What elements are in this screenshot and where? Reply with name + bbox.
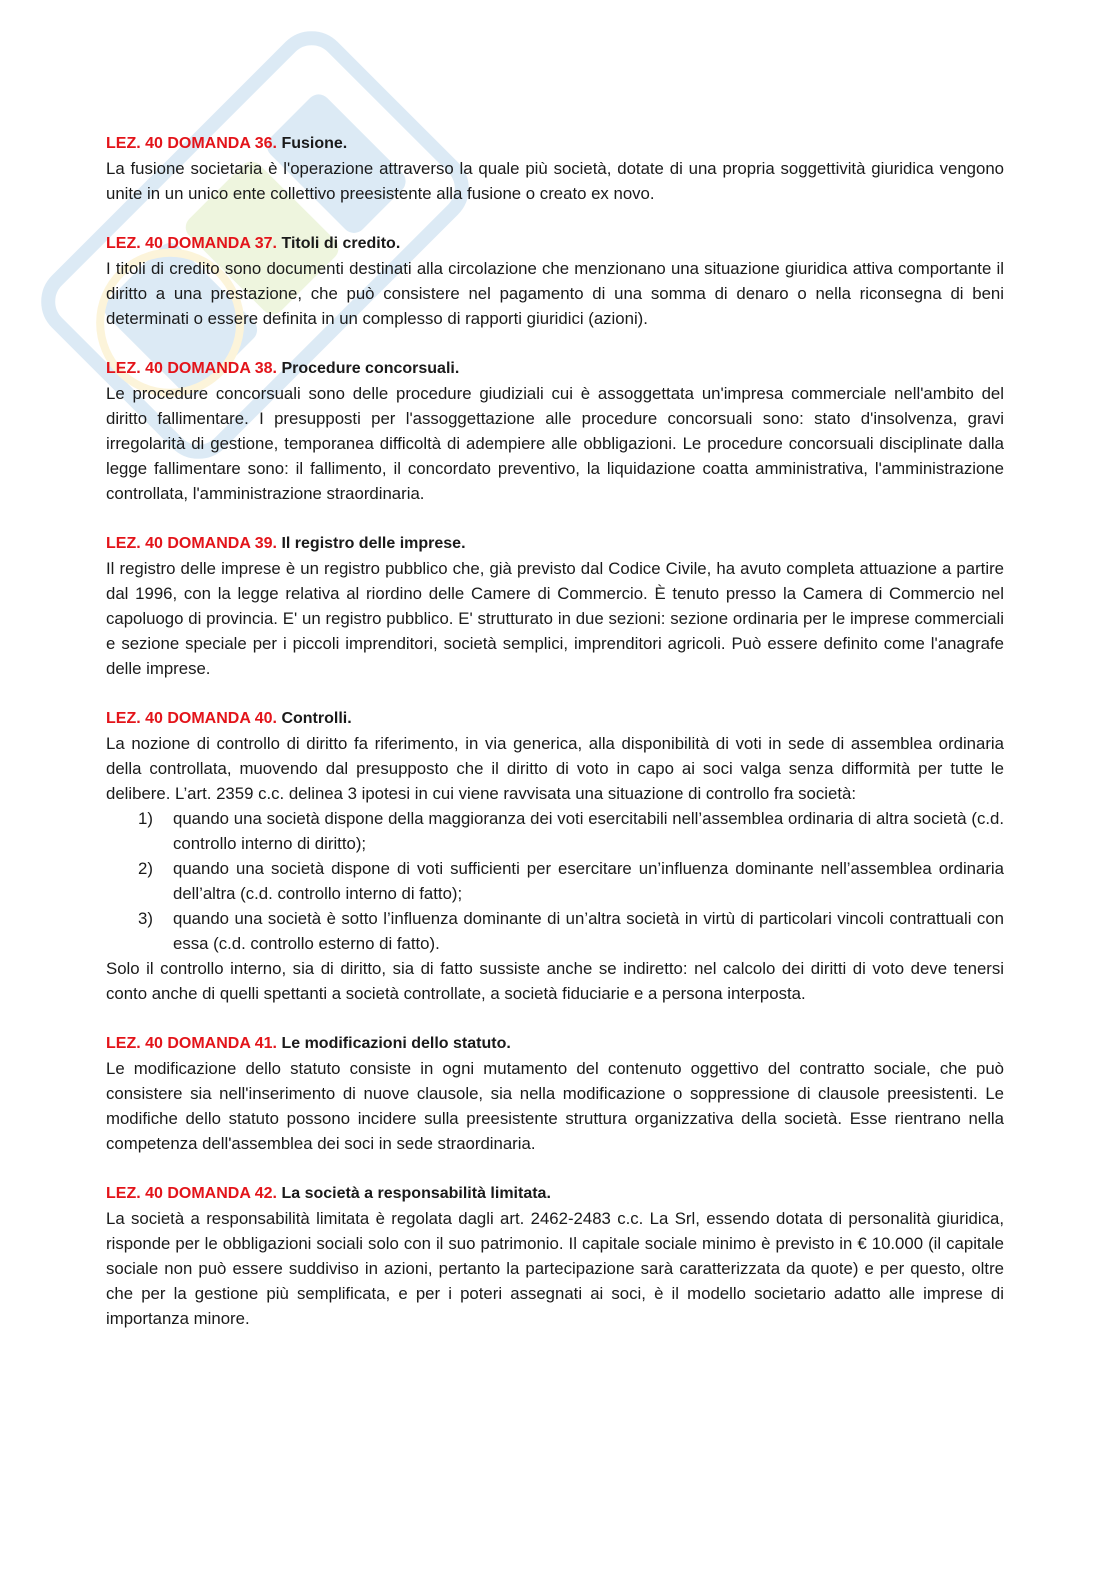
question-title: Fusione. — [281, 135, 348, 152]
answer-paragraph: La nozione di controllo di diritto fa riferimento, in via generica, alla disponibilità di voti in sede di assemblea ordinaria della controllata, muovendo dal presupposto che il diritto di voto in capo ai soci valga senza difformità per tutte le delibere. L’art. 2359 c.c. delinea 3 ipotesi in cui viene ravvisata una situazione di controllo fra società: — [106, 734, 1004, 803]
numbered-list — [106, 806, 1004, 956]
question-title: Controlli. — [281, 710, 352, 727]
list-item-text: quando una società dispone di voti sufficienti per esercitare un’influenza dominante nell’assemblea ordinaria dell’altra (c.d. controllo interno di fatto); — [173, 859, 1004, 903]
list-item — [106, 856, 1004, 906]
list-item — [106, 906, 1004, 956]
answer-paragraph: Le modificazione dello statuto consiste in ogni mutamento del contenuto oggettivo del contratto sociale, che può consistere sia nell'inserimento di nuove clausole, sia nella modificazione o soppressione di clausole preesistenti. Le modifiche dello statuto possono incidere sulla preesistente struttura organizzativa della società. Esse rientrano nella competenza dell'assemblea dei soci in sede straordinaria. — [106, 1059, 1004, 1153]
question-entry — [106, 356, 1004, 506]
answer-closing-paragraph: Solo il controllo interno, sia di diritto, sia di fatto sussiste anche se indiretto: nel calcolo dei diritti di voto deve tenersi conto anche di quelli spettanti a società controllate, a società fiduciarie e a persona interposta. — [106, 959, 1004, 1003]
question-title: Titoli di credito. — [281, 235, 401, 252]
question-heading — [106, 1031, 1004, 1056]
lesson-question-number: LEZ. 40 DOMANDA 38. — [106, 360, 277, 377]
lesson-question-number: LEZ. 40 DOMANDA 41. — [106, 1035, 277, 1052]
question-title: Il registro delle imprese. — [281, 535, 466, 552]
question-heading — [106, 531, 1004, 556]
question-heading — [106, 706, 1004, 731]
question-title: La società a responsabilità limitata. — [281, 1185, 551, 1202]
question-heading — [106, 231, 1004, 256]
question-entry — [106, 531, 1004, 681]
question-entry — [106, 1181, 1004, 1331]
list-item-text: quando una società è sotto l’influenza dominante di un’altra società in virtù di particolari vincoli contrattuali con essa (c.d. controllo esterno di fatto). — [173, 909, 1004, 953]
question-title: Procedure concorsuali. — [281, 360, 460, 377]
question-title: Le modificazioni dello statuto. — [281, 1035, 511, 1052]
answer-paragraph: I titoli di credito sono documenti destinati alla circolazione che menzionano una situazione giuridica attiva comportante il diritto a una prestazione, che può consistere nel pagamento di una somma di denaro o nella riconsegna di beni determinati o essere definita in un complesso di rapporti giuridici (azioni). — [106, 259, 1004, 328]
list-item-number: 3) — [138, 909, 153, 928]
list-item-number: 1) — [138, 809, 153, 828]
answer-paragraph: La fusione societaria è l'operazione attraverso la quale più società, dotate di una propria soggettività giuridica vengono unite in un unico ente collettivo preesistente alla fusione o creato ex novo. — [106, 159, 1004, 203]
question-entry — [106, 131, 1004, 206]
list-item-number: 2) — [138, 859, 153, 878]
question-entry — [106, 231, 1004, 331]
lesson-question-number: LEZ. 40 DOMANDA 39. — [106, 535, 277, 552]
list-item-text: quando una società dispone della maggioranza dei voti esercitabili nell’assemblea ordinaria di altra società (c.d. controllo interno di diritto); — [173, 809, 1004, 853]
question-heading — [106, 1181, 1004, 1206]
lesson-question-number: LEZ. 40 DOMANDA 36. — [106, 135, 277, 152]
question-entry — [106, 1031, 1004, 1156]
answer-paragraph: Le procedure concorsuali sono delle procedure giudiziali cui è assoggettata un'impresa commerciale nell'ambito del diritto fallimentare. I presupposti per l'assoggettazione alle procedure concorsuali sono: stato d'insolvenza, gravi irregolarità di gestione, temporanea difficoltà di adempiere alle obbligazioni. Le procedure concorsuali disciplinate dalla legge fallimentare sono: il fallimento, il concordato preventivo, la liquidazione coatta amministrativa, l'amministrazione controllata, l'amministrazione straordinaria. — [106, 384, 1004, 503]
lesson-question-number: LEZ. 40 DOMANDA 42. — [106, 1185, 277, 1202]
question-heading — [106, 131, 1004, 156]
question-heading — [106, 356, 1004, 381]
answer-paragraph: Il registro delle imprese è un registro pubblico che, già previsto dal Codice Civile, ha avuto completa attuazione a partire dal 1996, con la legge relativa al riordino delle Camere di Commercio. È tenuto presso la Camera di Commercio nel capoluogo di provincia. E' un registro pubblico. E' strutturato in due sezioni: sezione ordinaria per le imprese commerciali e sezione speciale per i piccoli imprenditori, società semplici, imprenditori agricoli. Può essere definito come l'anagrafe delle imprese. — [106, 559, 1004, 678]
answer-paragraph: La società a responsabilità limitata è regolata dagli art. 2462-2483 c.c. La Srl, essendo dotata di personalità giuridica, risponde per le obbligazioni sociali solo con il suo patrimonio. Il capitale sociale minimo è previsto in € 10.000 (il capitale sociale non può essere suddiviso in azioni, pertanto la partecipazione sarà caratterizzata da quote) e per questo, oltre che per la gestione più semplificata, e per i poteri assegnati ai soci, è il modello societario adatto alle imprese di importanza minore. — [106, 1209, 1004, 1328]
question-entry — [106, 706, 1004, 1006]
lesson-question-number: LEZ. 40 DOMANDA 40. — [106, 710, 277, 727]
lesson-question-number: LEZ. 40 DOMANDA 37. — [106, 235, 277, 252]
list-item — [106, 806, 1004, 856]
document-page — [106, 131, 1004, 1356]
